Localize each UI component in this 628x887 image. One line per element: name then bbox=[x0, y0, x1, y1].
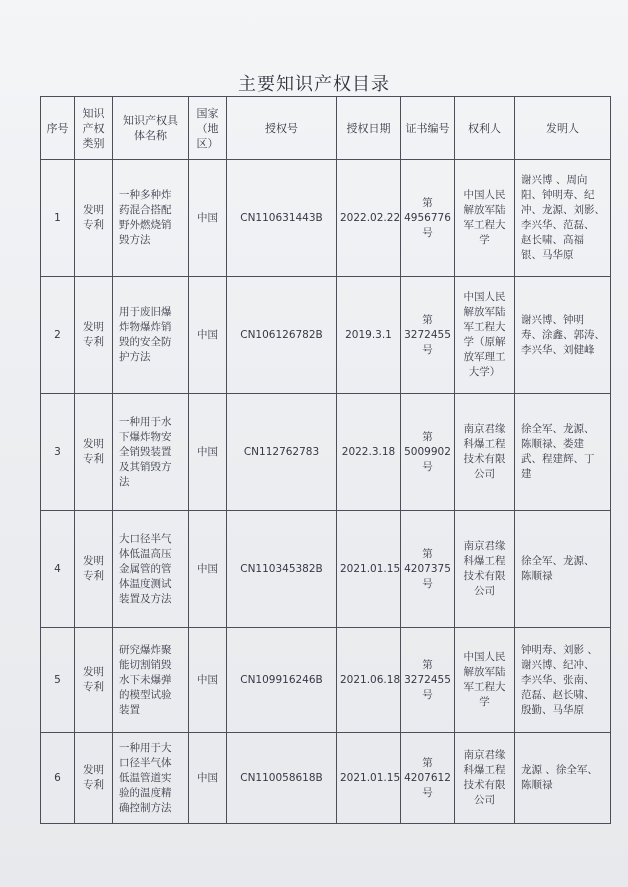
cell-owner: 南京君缘 科爆工程 技术有限 公司 bbox=[455, 511, 515, 628]
cell-type: 发明 专利 bbox=[75, 733, 113, 824]
table-row bbox=[41, 733, 611, 824]
cell-name: 一种用于水 下爆炸物安 全销毁装置 及其销毁方 法 bbox=[113, 394, 189, 511]
cell-country: 中国 bbox=[189, 394, 227, 511]
cell-type: 发明 专利 bbox=[75, 511, 113, 628]
cell-patent-no: CN110631443B bbox=[227, 160, 337, 277]
cell-inventors: 谢兴博、钟明 寿、涂鑫、郭涛、 李兴华、刘健峰 bbox=[515, 277, 611, 394]
cell-name: 研究爆炸聚 能切割销毁 水下未爆弹 的模型试验 装置 bbox=[113, 628, 189, 733]
cell-date: 2021.06.18 bbox=[337, 628, 401, 733]
cell-name: 大口径半气 体低温高压 金属管的管 体温度测试 装置及方法 bbox=[113, 511, 189, 628]
cell-owner: 中国人民 解放军陆 军工程大 学 bbox=[455, 628, 515, 733]
cell-country: 中国 bbox=[189, 277, 227, 394]
cell-owner: 南京君缘 科爆工程 技术有限 公司 bbox=[455, 394, 515, 511]
header-date: 授权日期 bbox=[337, 97, 401, 160]
cell-country: 中国 bbox=[189, 511, 227, 628]
table-row bbox=[41, 628, 611, 733]
header-cert: 证书编号 bbox=[401, 97, 455, 160]
table-row bbox=[41, 394, 611, 511]
cell-inventors: 龙源 、徐全军、 陈顺禄 bbox=[515, 733, 611, 824]
cell-seq: 3 bbox=[41, 394, 75, 511]
cell-cert: 第 3272455 号 bbox=[401, 277, 455, 394]
cell-seq: 1 bbox=[41, 160, 75, 277]
page-title: 主要知识产权目录 bbox=[238, 74, 390, 95]
table-row bbox=[41, 277, 611, 394]
header-patent-no: 授权号 bbox=[227, 97, 337, 160]
cell-cert: 第 4207612 号 bbox=[401, 733, 455, 824]
header-type: 知识 产权 类别 bbox=[75, 97, 113, 160]
table-row bbox=[41, 160, 611, 277]
cell-seq: 4 bbox=[41, 511, 75, 628]
cell-inventors: 徐全军、龙源、 陈顺禄 bbox=[515, 511, 611, 628]
cell-type: 发明 专利 bbox=[75, 628, 113, 733]
cell-patent-no: CN109916246B bbox=[227, 628, 337, 733]
cell-seq: 5 bbox=[41, 628, 75, 733]
cell-cert: 第 3272455 号 bbox=[401, 628, 455, 733]
cell-date: 2021.01.15 bbox=[337, 511, 401, 628]
header-name: 知识产权具 体名称 bbox=[113, 97, 189, 160]
cell-name: 一种多种炸 药混合搭配 野外燃烧销 毁方法 bbox=[113, 160, 189, 277]
cell-owner: 中国人民 解放军陆 军工程大 学 bbox=[455, 160, 515, 277]
cell-cert: 第 5009902 号 bbox=[401, 394, 455, 511]
cell-date: 2022.02.22 bbox=[337, 160, 401, 277]
cell-type: 发明 专利 bbox=[75, 160, 113, 277]
header-seq: 序号 bbox=[41, 97, 75, 160]
cell-type: 发明 专利 bbox=[75, 394, 113, 511]
cell-seq: 2 bbox=[41, 277, 75, 394]
cell-country: 中国 bbox=[189, 733, 227, 824]
cell-inventors: 谢兴博 、周向 阳、钟明寿、纪 冲、龙源、刘影、 李兴华、范磊、 赵长啸、高福 银、马华原 bbox=[515, 160, 611, 277]
cell-patent-no: CN110345382B bbox=[227, 511, 337, 628]
cell-owner: 南京君缘 科爆工程 技术有限 公司 bbox=[455, 733, 515, 824]
cell-seq: 6 bbox=[41, 733, 75, 824]
cell-country: 中国 bbox=[189, 160, 227, 277]
header-owner: 权利人 bbox=[455, 97, 515, 160]
cell-date: 2019.3.1 bbox=[337, 277, 401, 394]
cell-name: 一种用于大 口径半气体 低温管道实 验的温度精 确控制方法 bbox=[113, 733, 189, 824]
cell-country: 中国 bbox=[189, 628, 227, 733]
ip-table bbox=[40, 96, 611, 824]
table-header-row bbox=[41, 97, 611, 160]
cell-patent-no: CN106126782B bbox=[227, 277, 337, 394]
table-row bbox=[41, 511, 611, 628]
cell-date: 2021.01.15 bbox=[337, 733, 401, 824]
cell-cert: 第 4956776 号 bbox=[401, 160, 455, 277]
cell-date: 2022.3.18 bbox=[337, 394, 401, 511]
header-country: 国家 （地 区） bbox=[189, 97, 227, 160]
cell-patent-no: CN112762783 bbox=[227, 394, 337, 511]
cell-name: 用于废旧爆 炸物爆炸销 毁的安全防 护方法 bbox=[113, 277, 189, 394]
header-inventors: 发明人 bbox=[515, 97, 611, 160]
cell-inventors: 徐全军、龙源、 陈顺禄、娄建 武、程建辉、丁 建 bbox=[515, 394, 611, 511]
cell-owner: 中国人民 解放军陆 军工程大 学（原解 放军理工 大学） bbox=[455, 277, 515, 394]
cell-patent-no: CN110058618B bbox=[227, 733, 337, 824]
cell-type: 发明 专利 bbox=[75, 277, 113, 394]
cell-cert: 第 4207375 号 bbox=[401, 511, 455, 628]
cell-inventors: 钟明寿、刘影 、 谢兴博、纪冲、 李兴华、张南、 范磊、赵长啸、 殷勤、马华原 bbox=[515, 628, 611, 733]
